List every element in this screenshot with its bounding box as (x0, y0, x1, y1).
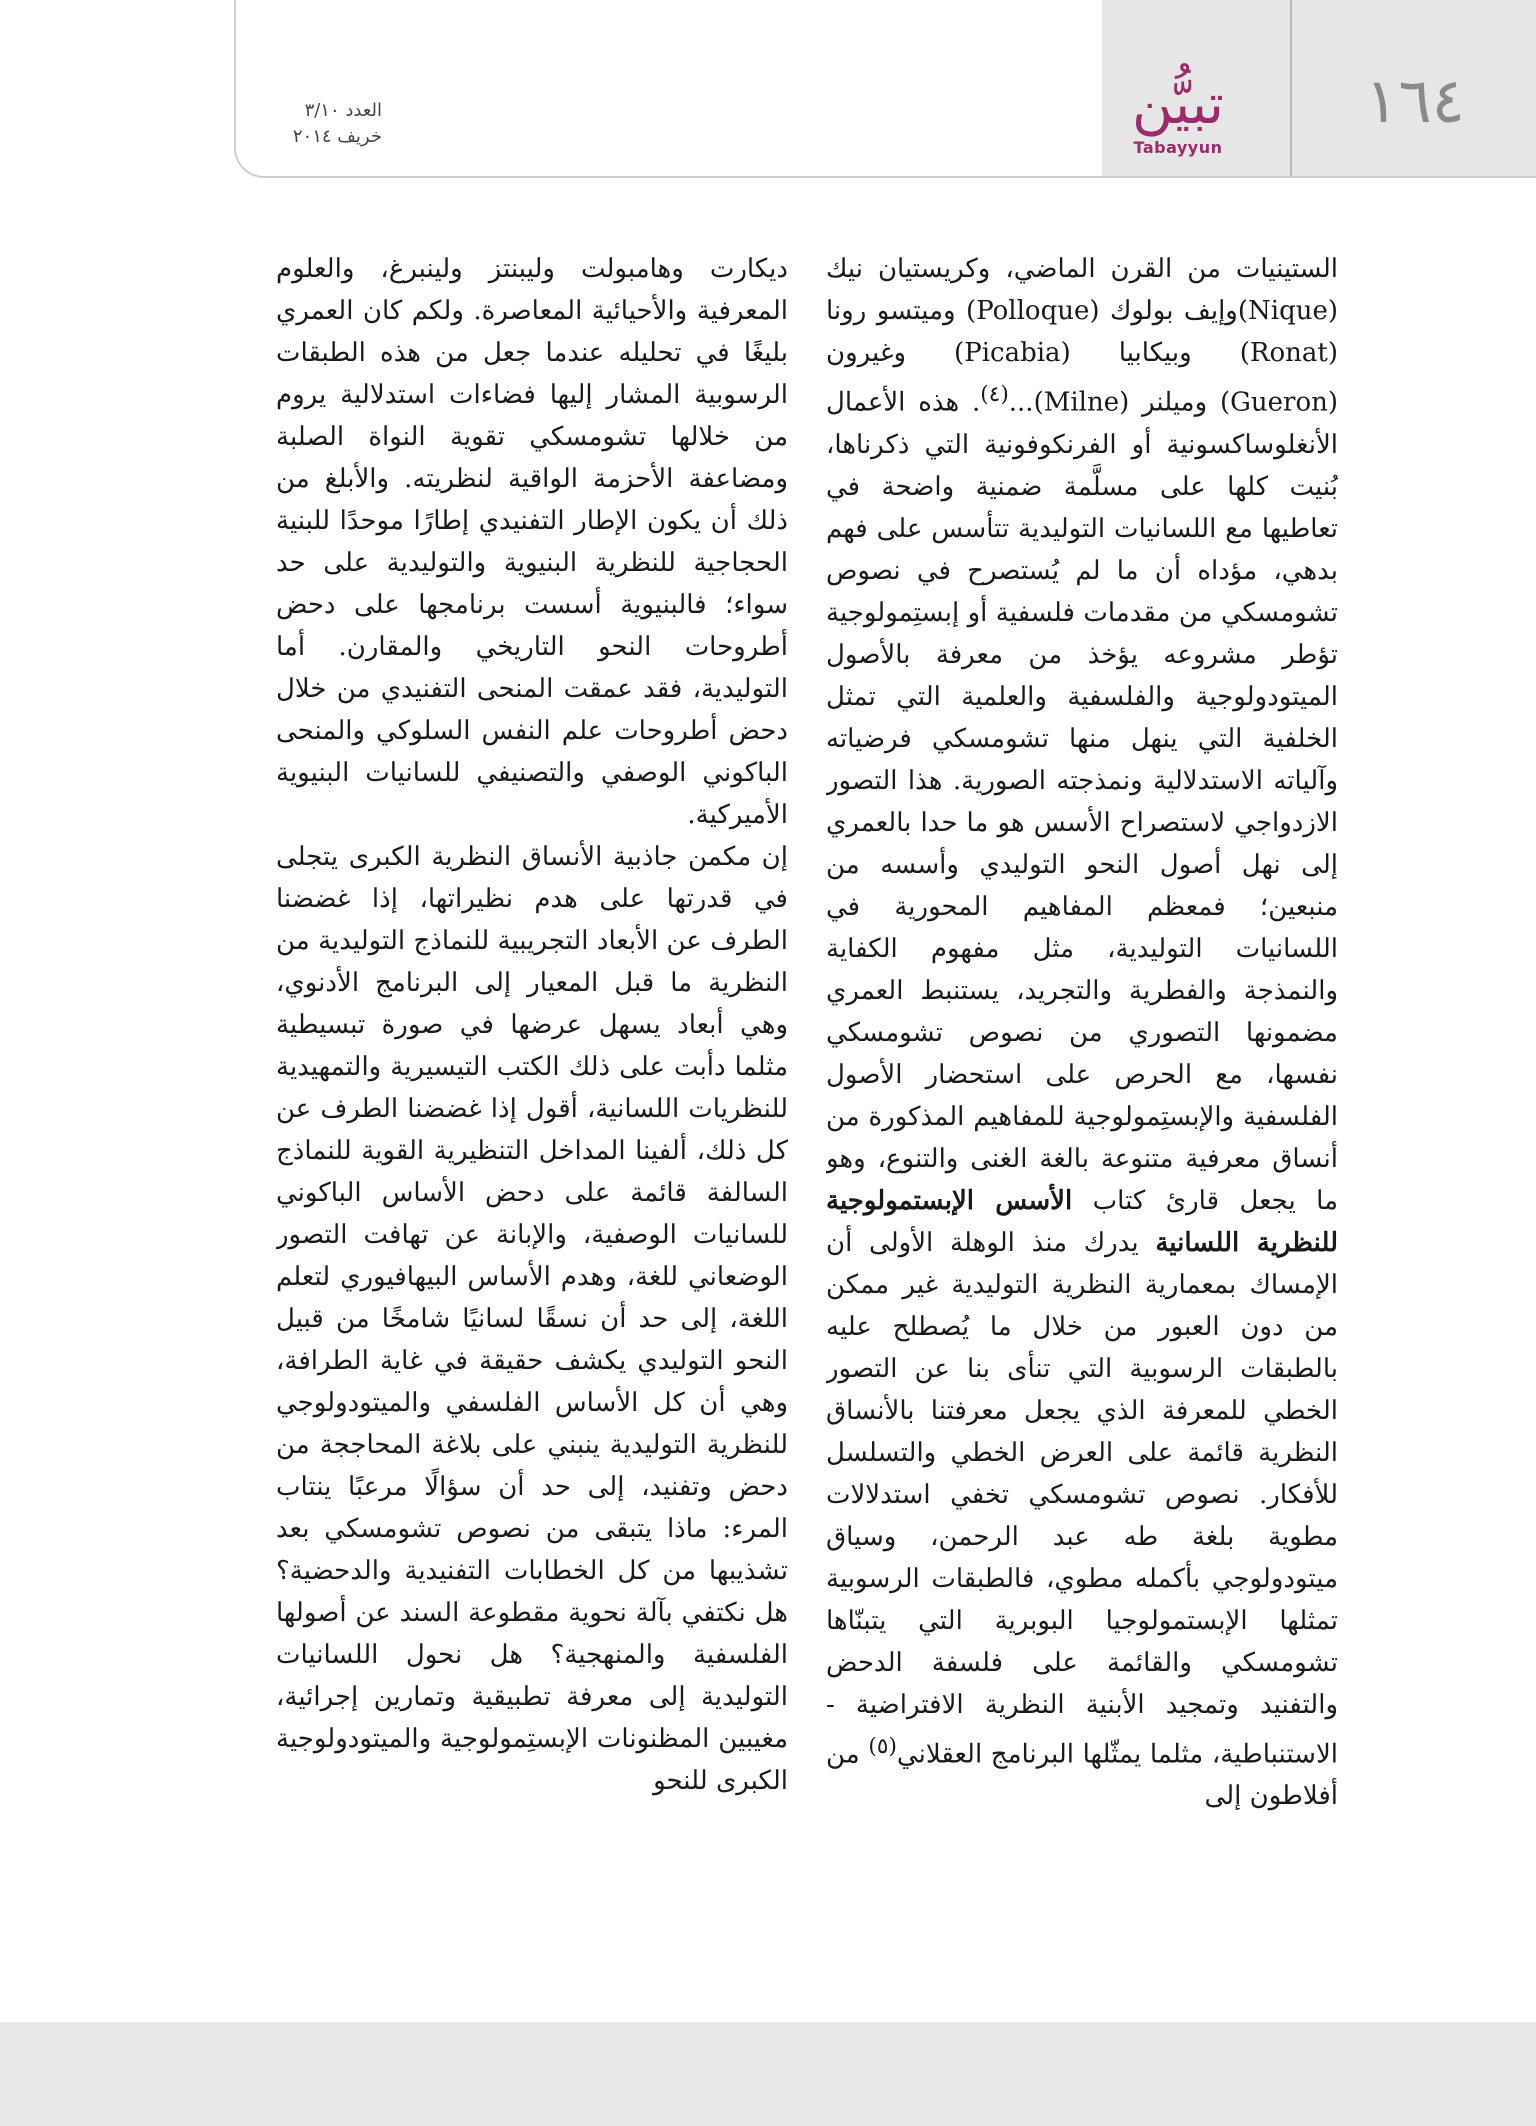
issue-season: خريف ٢٠١٤ (292, 126, 382, 147)
paragraph: إن مكمن جاذبية الأنساق النظرية الكبرى يتجلى في قدرتها على هدم نظيراتها، إذا غضضنا الطرف عن الأبعاد التجريبية للنماذج التوليدية من النظرية ما قبل المعيار إلى البرنامج الأدنوي، وهي أبعاد يسهل عرضها في صورة تبسيطية مثلما دأبت على ذلك الكتب التيسيرية والتمهيدية للنظريات اللسانية، أقول إذا غضضنا الطرف عن كل ذلك، ألفينا المداخل التنظيرية القوية للنماذج السالفة قائمة على دحض الأساس الباكوني للسانيات الوصفية، والإبانة عن تهافت التصور الوضعاني للغة، وهدم الأساس البيهافيوري لتعلم اللغة، إلى حد أن نسقًا لسانيًا شامخًا من قبيل النحو التوليدي يكشف حقيقة في غاية الطرافة، وهي أن كل الأساس الفلسفي والميتودولوجي للنظرية التوليدية ينبني على بلاغة المحاججة من دحض وتفنيد، إلى حد أن سؤالًا مرعبًا ينتاب المرء: ماذا يتبقى من نصوص تشومسكي بعد تشذيبها من كل الخطابات التفنيدية والدحضية؟ هل نكتفي بآلة نحوية مقطوعة السند عن أصولها الفلسفية والمنهجية؟ هل نحول اللسانيات التوليدية إلى معرفة تطبيقية وتمارين إجرائية، مغيبين المظنونات الإبستِمولوجية والميتودولوجية الكبرى للنحو (276, 842, 788, 1796)
footnote-ref: (٤) (980, 382, 1009, 407)
footer-band (0, 2022, 1536, 2126)
issue-number: العدد ٣/١٠ (304, 100, 382, 121)
paragraph (826, 248, 1338, 1817)
text-run: يدرك منذ الوهلة الأولى أن الإمساك بمعمارية النظرية التوليدية غير ممكن من دون العبور من خلال ما يُصطلح عليه بالطبقات الرسوبية التي تنأى بنا عن التصور الخطي للمعرفة الذي يجعل معرفتنا بالأنساق النظرية قائمة على العرض الخطي والتسلسل للأفكار. نصوص تشومسكي تخفي استدلالات مطوية بلغة طه عبد الرحمن، وسياق ميتودولوجي بأكمله مطوي، فالطبقات الرسوبية تمثلها الإبستمولوجيا البوبرية التي يتبنّاها تشومسكي والقائمة على فلسفة الدحض والتفنيد وتمجيد الأبنية النظرية الافتراضية - الاستنباطية، مثلما يمثّلها البرنامج العقلاني (826, 1227, 1338, 1770)
page-number: ١٦٤ (1365, 64, 1465, 137)
text-column-right (826, 248, 1338, 1928)
logo-arabic-text: تبيُّن (1131, 72, 1224, 137)
text-column-left (276, 248, 788, 1928)
text-run: من أفلاطون إلى (826, 1739, 1338, 1812)
paragraph: ديكارت وهامبولت وليبنتز ولينبرغ، والعلوم المعرفية والأحيائية المعاصرة. ولكم كان العمري بليغًا في تحليله عندما جعل من هذه الطبقات الرسوبية المشار إليها فضاءات استدلالية يروم من خلالها تشومسكي تقوية النواة الصلبة ومضاعفة الأحزمة الواقية لنظريته. والأبلغ من ذلك أن يكون الإطار التفنيدي إطارًا موحدًا للبنية الحجاجية للنظرية البنيوية والتوليدية على حد سواء؛ فالبنيوية أسست برنامجها على دحض أطروحات النحو التاريخي والمقارن. أما التوليدية، فقد عمقت المنحى التفنيدي من خلال دحض أطروحات علم النفس السلوكي والمنحى الباكوني الوصفي والتصنيفي للسانيات البنيوية الأميركية. (276, 254, 788, 830)
journal-logo (1118, 70, 1238, 162)
footnote-ref: (٥) (868, 1733, 897, 1759)
text-run: . هذه الأعمال الأنغلوساكسونية أو الفرنكوفونية التي ذكرناها، بُنيت كلها على مسلَّمة ضمنية واضحة في تعاطيها مع اللسانيات التوليدية تتأسس على فهم بدهي، مؤداه أن ما لم يُستصرح في نصوص تشومسكي من مقدمات فلسفية أو إبستِمولوجية تؤطر مشروعه يؤخذ من معرفة بالأصول الميتودولوجية والفلسفية والعلمية التي تمثل الخلفية التي ينهل منها تشومسكي فرضياته وآلياته الاستدلالية ونمذجته الصورية. هذا التصور الازدواجي لاستصراح الأسس هو ما حدا بالعمري إلى نهل أصول النحو التوليدي وأسسه من منبعين؛ فمعظم المفاهيم المحورية في اللسانيات التوليدية، مثل مفهوم الكفاية والنمذجة والفطرية والتجريد، يستنبط العمري مضمونها التصوري من نصوص تشومسكي نفسها، مع الحرص على استحضار الأصول الفلسفية والإبستِمولوجية للمفاهيم المذكورة من أنساق معرفية متنوعة بالغة الغنى والتنوع، وهو ما يجعل قارئ كتاب (826, 387, 1338, 1216)
logo-latin-text: Tabayyun (1133, 138, 1223, 157)
text-run: الستينيات من القرن الماضي، وكريستيان نيك (Nique)وإيف بولوك (Polloque) وميتسو رونا (Ronat) وبيكابيا (Picabia) وغيرون (Gueron) وميلنر (Milne)... (826, 254, 1338, 418)
issue-info (262, 98, 382, 150)
header-divider (1290, 0, 1292, 176)
book-title: الأسس الإبستمولوجية للنظرية اللسانية (826, 1185, 1338, 1258)
